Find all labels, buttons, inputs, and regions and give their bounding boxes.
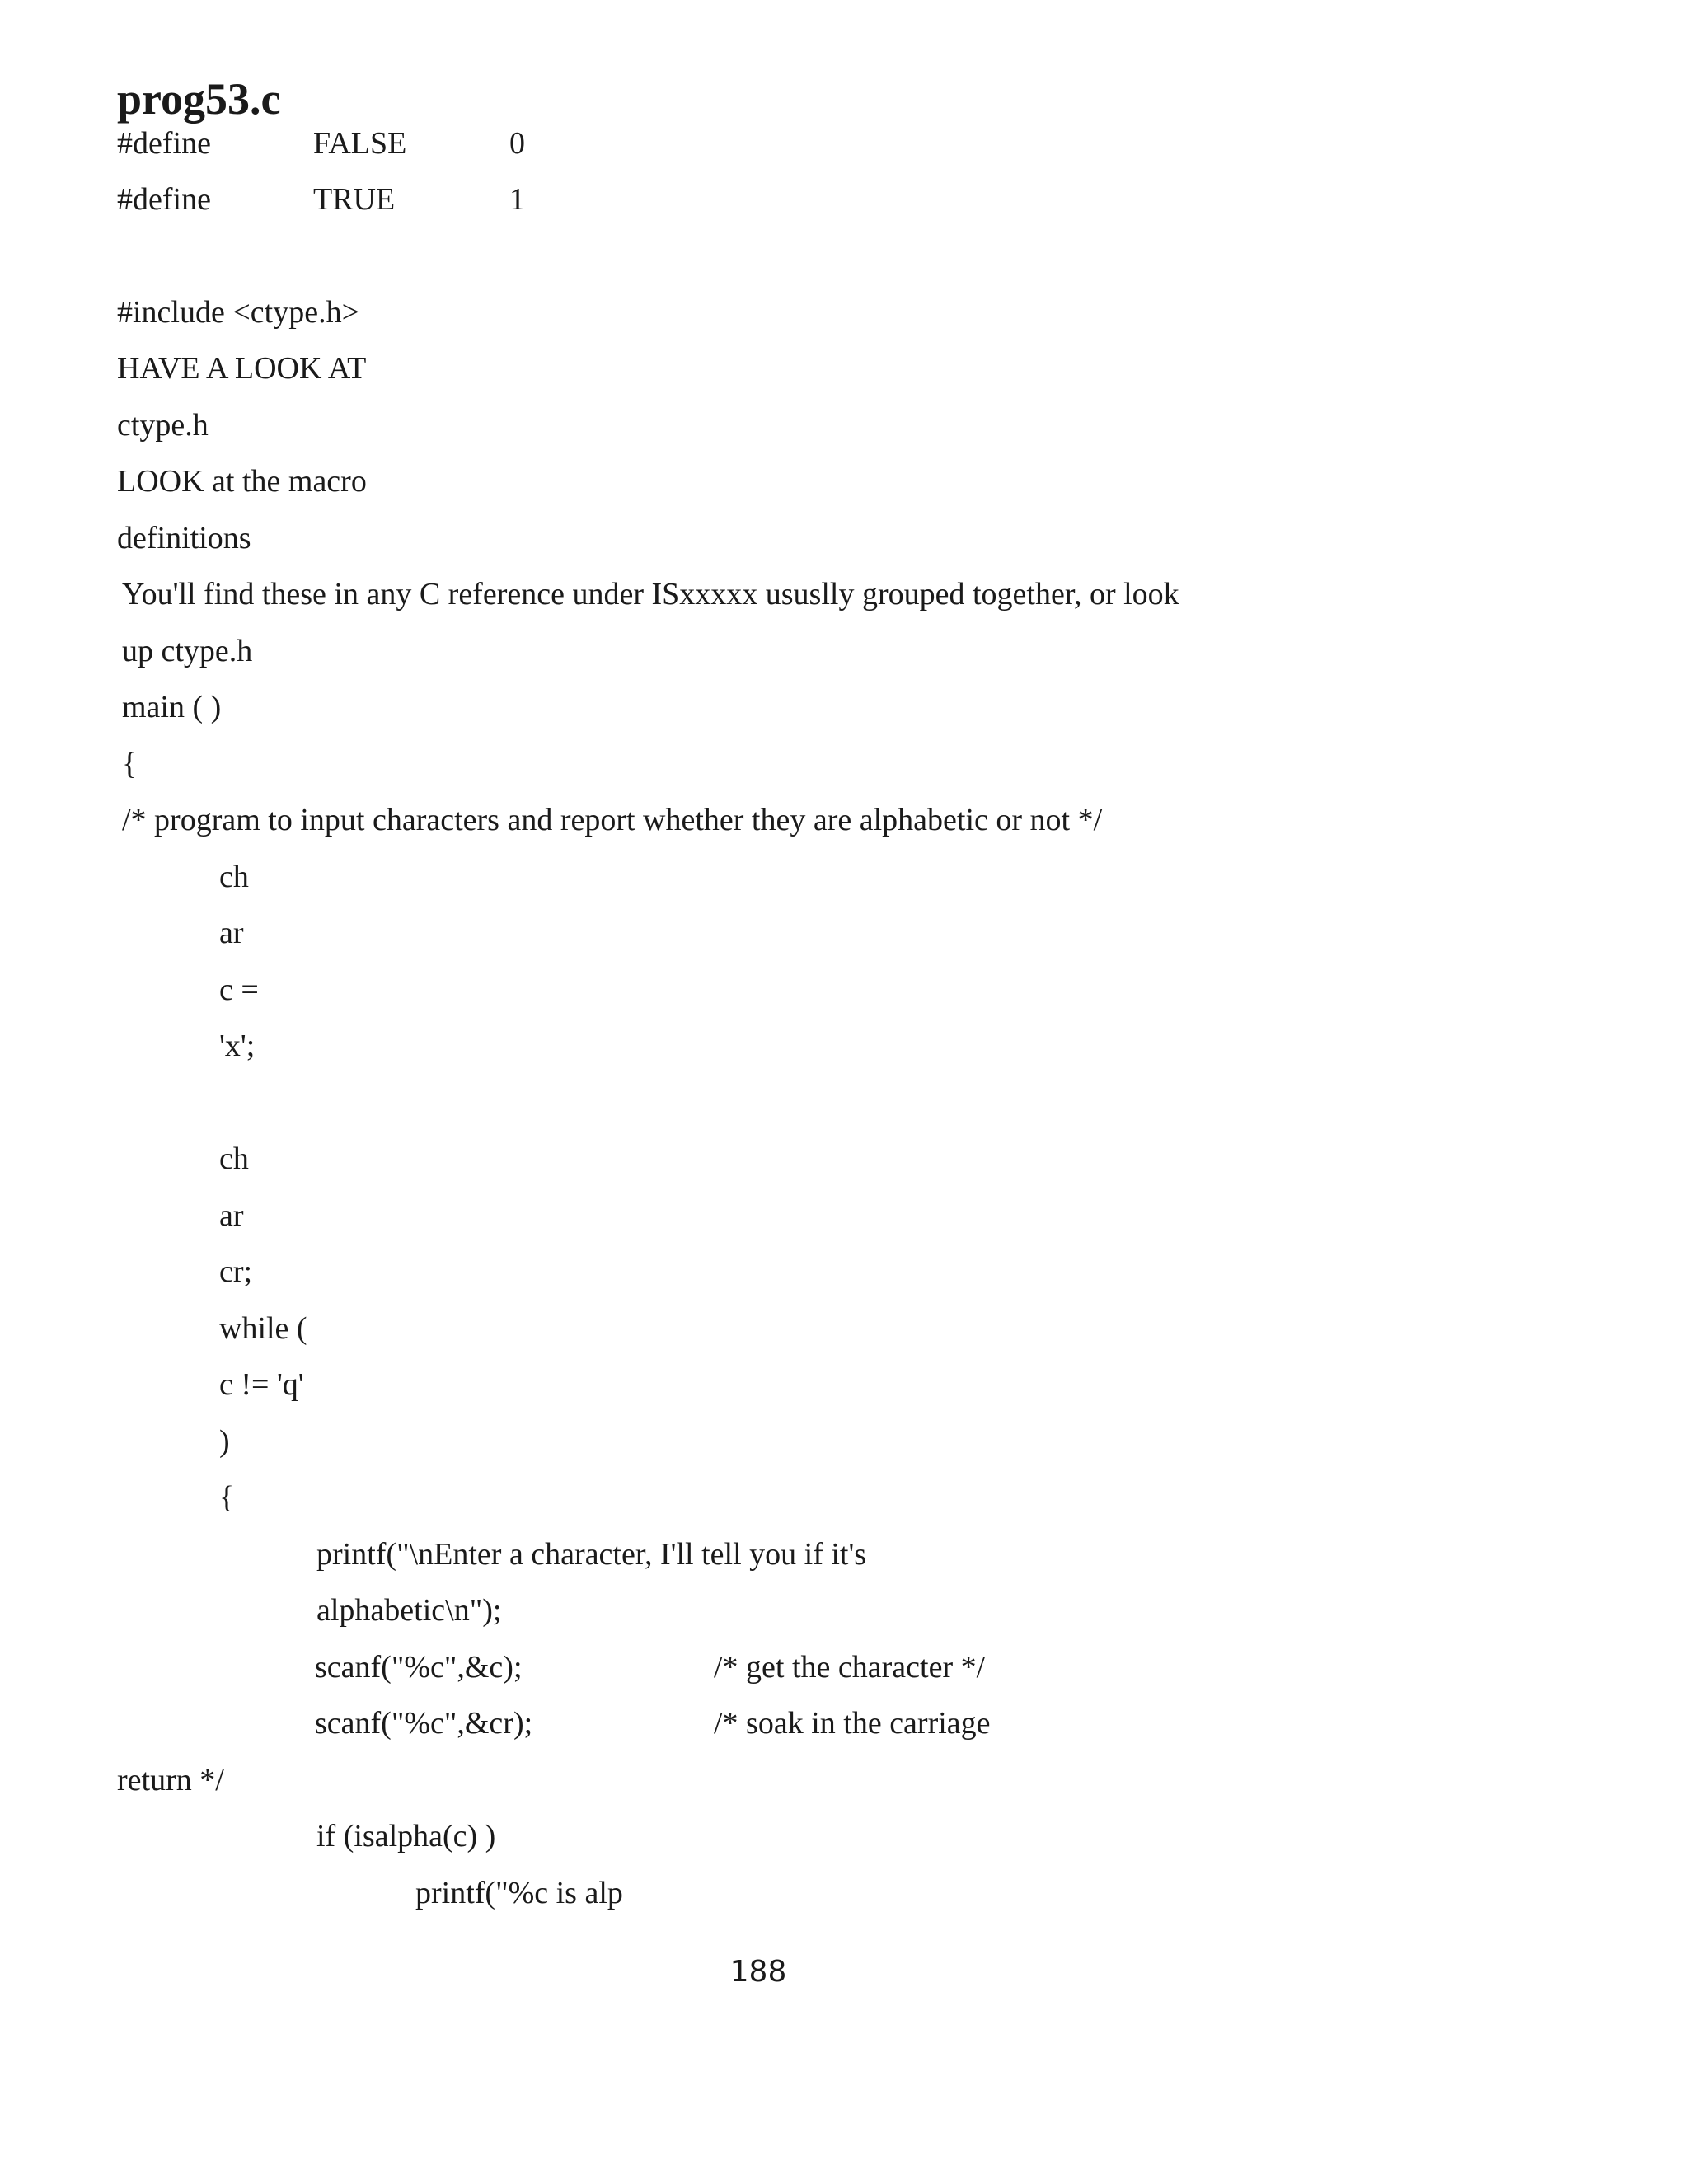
- code-line: while (: [219, 1311, 307, 1346]
- open-brace: {: [122, 747, 138, 781]
- code-line: ar: [219, 1198, 244, 1233]
- code-comment: /* soak in the carriage: [714, 1706, 991, 1741]
- note-line: definitions: [117, 521, 251, 555]
- code-comment: return */: [117, 1763, 224, 1797]
- define-true-name: TRUE: [313, 182, 396, 217]
- code-line: {: [219, 1480, 235, 1515]
- define-false-value: 0: [509, 126, 525, 161]
- code-line: printf("\nEnter a character, I'll tell you if it's: [316, 1537, 867, 1572]
- note-line: up ctype.h: [122, 634, 253, 668]
- define-true-keyword: #define: [117, 182, 211, 217]
- include-line: #include <ctype.h>: [117, 295, 359, 330]
- code-line: c != 'q': [219, 1367, 304, 1402]
- code-line: cr;: [219, 1254, 253, 1289]
- code-line: printf("%c is alp: [415, 1876, 623, 1910]
- program-comment: /* program to input characters and report whether they are alphabetic or not */: [122, 803, 1103, 837]
- define-false-name: FALSE: [313, 126, 407, 161]
- code-line: ): [219, 1424, 230, 1459]
- page-number: 188: [729, 1955, 787, 1989]
- main-declaration: main ( ): [122, 690, 222, 724]
- define-true-value: 1: [509, 182, 525, 217]
- note-line: You'll find these in any C reference under ISxxxxx ususlly grouped together, or look: [122, 577, 1179, 612]
- code-comment: /* get the character */: [714, 1650, 986, 1685]
- note-line: ctype.h: [117, 408, 209, 443]
- code-line: c =: [219, 972, 259, 1007]
- page-title: prog53.c: [117, 74, 281, 124]
- code-line: ch: [219, 860, 249, 894]
- code-line: ar: [219, 916, 244, 950]
- code-line: scanf("%c",&c);: [315, 1650, 523, 1685]
- code-line: scanf("%c",&cr);: [315, 1706, 533, 1741]
- code-line: alphabetic\n");: [316, 1593, 502, 1628]
- note-line: LOOK at the macro: [117, 464, 367, 499]
- code-line: 'x';: [219, 1029, 256, 1063]
- define-false-keyword: #define: [117, 126, 211, 161]
- note-line: HAVE A LOOK AT: [117, 351, 367, 386]
- code-line: ch: [219, 1141, 249, 1176]
- code-line: if (isalpha(c) ): [316, 1819, 496, 1854]
